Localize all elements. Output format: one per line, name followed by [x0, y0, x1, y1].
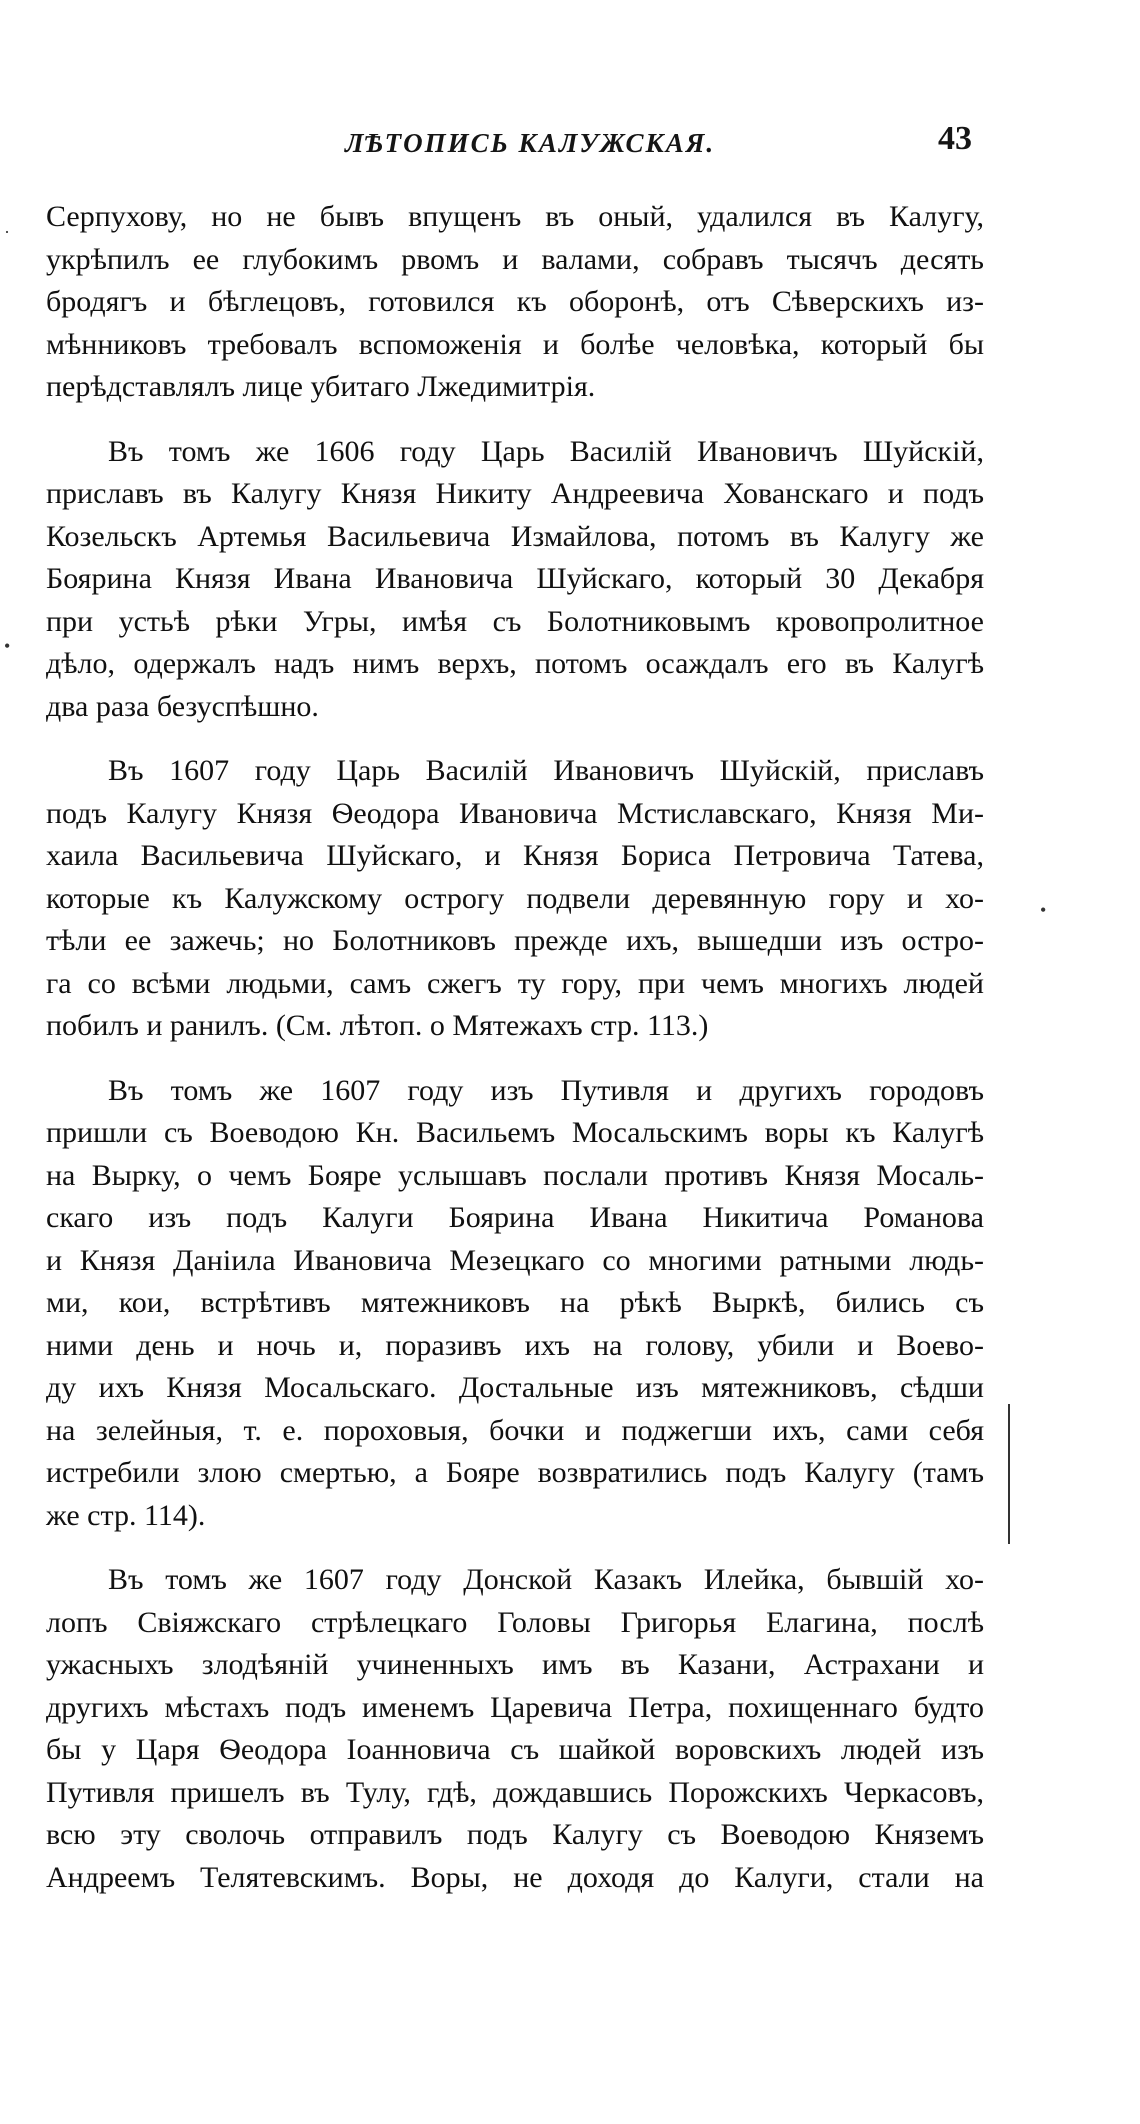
- text-line: при устьѣ рѣки Угры, имѣя съ Болотниковымъ кровопролитное: [46, 604, 984, 638]
- text-line: другихъ мѣстахъ подъ именемъ Царевича Петра, похищеннаго будто: [46, 1690, 984, 1724]
- body-text: [46, 196, 984, 1921]
- text-line: лопъ Свіяжскаго стрѣлецкаго Головы Григорья Елагина, послѣ: [46, 1605, 984, 1639]
- text-line: которые къ Калужскому острогу подвели деревянную гору и хо-: [46, 881, 984, 915]
- text-line: на зелейныя, т. е. пороховыя, бочки и поджегши ихъ, сами себя: [46, 1413, 984, 1447]
- text-line: и Князя Даніила Ивановича Мезецкаго со многими ратными людь-: [46, 1243, 984, 1277]
- text-line: Козельскъ Артемья Васильевича Измайлова, потомъ въ Калугу же: [46, 519, 984, 553]
- text-line: пришли съ Воеводою Кн. Васильемъ Мосальскимъ воры къ Калугѣ: [46, 1116, 984, 1149]
- text-line: побилъ и ранилъ. (См. лѣтоп. о Мятежахъ стр. 113.): [46, 1009, 709, 1042]
- margin-pencil-mark: [1008, 1404, 1010, 1544]
- text-line: Въ 1607 году Царь Василій Ивановичъ Шуйскій, приславъ: [108, 754, 984, 787]
- text-line: бродягъ и бѣглецовъ, готовился къ оборонѣ, отъ Сѣверскихъ из-: [46, 285, 984, 318]
- text-line: га со всѣми людьми, самъ сжегъ ту гору, при чемъ многихъ людей: [46, 966, 984, 1000]
- text-line: два раза безуспѣшно.: [46, 689, 319, 723]
- text-line: всю эту сволочь отправилъ подъ Калугу съ Воеводою Княземъ: [46, 1818, 984, 1851]
- text-line: Въ томъ же 1607 году изъ Путивля и другихъ городовъ: [108, 1073, 984, 1107]
- text-line: Серпухову, но не бывъ впущенъ въ оный, удалился въ Калугу,: [46, 200, 984, 233]
- text-line: Путивля пришелъ въ Тулу, гдѣ, дождавшись Порожскихъ Черкасовъ,: [46, 1775, 984, 1809]
- text-line: хаила Васильевича Шуйскаго, и Князя Бориса Петровича Татева,: [46, 839, 984, 872]
- text-line: приславъ въ Калугу Князя Никиту Андреевича Хованскаго и подъ: [46, 477, 984, 510]
- margin-speck: •: [4, 636, 11, 656]
- paragraph: [46, 750, 984, 1048]
- text-line: ду ихъ Князя Мосальскаго. Достальные изъ мятежниковъ, сѣдши: [46, 1371, 984, 1404]
- text-line: перѣдставлялъ лице убитаго Лжедимитрія.: [46, 370, 596, 403]
- text-line: тѣли ее зажечь; но Болотниковъ прежде ихъ, вышедши изъ остро-: [46, 924, 984, 957]
- paragraph: [46, 1070, 984, 1538]
- text-line: истребили злою смертью, а Бояре возвратились подъ Калугу (тамъ: [46, 1456, 984, 1489]
- text-line: Въ томъ же 1606 году Царь Василій Ивановичъ Шуйскій,: [108, 434, 984, 468]
- paragraph: [46, 196, 984, 409]
- text-line: ми, кои, встрѣтивъ мятежниковъ на рѣкѣ Выркѣ, бились съ: [46, 1286, 984, 1319]
- running-head: ЛѢТОПИСЬ КАЛУЖСКАЯ.: [345, 128, 716, 158]
- paragraph: [46, 1559, 984, 1899]
- margin-speck: ·: [4, 222, 10, 242]
- text-line: ними день и ночь и, поразивъ ихъ на голову, убили и Воево-: [46, 1328, 984, 1362]
- text-line: мѣнниковъ требовалъ вспоможенія и болѣе человѣка, который бы: [46, 327, 984, 361]
- text-line: подъ Калугу Князя Ѳеодора Ивановича Мстиславскаго, Князя Ми-: [46, 796, 984, 830]
- text-line: же стр. 114).: [46, 1498, 206, 1532]
- text-line: Въ томъ же 1607 году Донской Казакъ Илейка, бывшій хо-: [108, 1563, 984, 1596]
- text-line: ужасныхъ злодѣяній учиненныхъ имъ въ Казани, Астрахани и: [46, 1648, 984, 1681]
- paragraph: [46, 431, 984, 729]
- text-line: Боярина Князя Ивана Ивановича Шуйскаго, который 30 Декабря: [46, 562, 984, 595]
- text-line: скаго изъ подъ Калуги Боярина Ивана Никитича Романова: [46, 1201, 984, 1234]
- margin-speck: •: [1040, 900, 1047, 920]
- text-line: дѣло, одержалъ надъ нимъ верхъ, потомъ осаждалъ его въ Калугѣ: [46, 647, 984, 680]
- page-number: 43: [938, 120, 972, 157]
- text-line: Андреемъ Телятевскимъ. Воры, не доходя до Калуги, стали на: [46, 1860, 984, 1894]
- text-line: на Вырку, о чемъ Бояре услышавъ послали противъ Князя Мосаль-: [46, 1158, 984, 1192]
- text-line: бы у Царя Ѳеодора Іоанновича съ шайкой воровскихъ людей изъ: [46, 1733, 984, 1766]
- text-line: укрѣпилъ ее глубокимъ рвомъ и валами, собравъ тысячъ десять: [46, 242, 984, 276]
